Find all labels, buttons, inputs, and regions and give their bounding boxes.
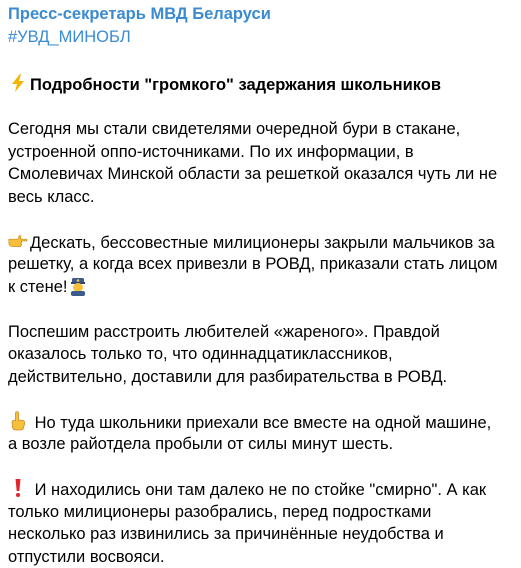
p5-line-2: только милиционеры разобрались, перед подростками xyxy=(8,501,514,524)
police-officer-icon xyxy=(68,276,88,296)
p2-line-2: решетку, а когда всех привезли в РОВД, приказали стать лицом xyxy=(8,253,514,276)
channel-name-link[interactable]: Пресс-секретарь МВД Беларуси xyxy=(8,4,271,24)
p5-line-1 xyxy=(8,478,514,501)
p2-line-3-text: к стене! xyxy=(8,278,67,296)
p1-line-4: весь класс. xyxy=(8,186,514,209)
p5-line-1-text: И находились они там далеко не по стойке "смирно". А как xyxy=(30,481,486,499)
p2-line-1 xyxy=(8,231,514,254)
p3-line-1: Поспешим расстроить любителей «жареного». Правдой xyxy=(8,321,514,344)
p1-line-1: Сегодня мы стали свидетелями очередной бури в стакане, xyxy=(8,118,514,141)
p4-line-2: а возле райотдела пробыли от силы минут шесть. xyxy=(8,433,514,456)
p3-line-3: действительно, доставили для разбирательства в РОВД. xyxy=(8,366,514,389)
p4-line-1 xyxy=(8,411,514,434)
index-pointing-up-icon xyxy=(8,411,28,431)
post-title xyxy=(8,73,514,96)
post-title-text: Подробности "громкого" задержания школьников xyxy=(30,76,441,94)
p2-line-1-text: Дескать, бессовестные милиционеры закрыли мальчиков за xyxy=(30,234,495,252)
red-exclamation-icon xyxy=(8,478,28,498)
p1-line-3: Смолевичах Минской области за решеткой оказался чуть ли не xyxy=(8,163,514,186)
p5-line-4: отпустили восвояси. xyxy=(8,546,514,568)
p1-line-2: устроенной оппо-источниками. По их информации, в xyxy=(8,141,514,164)
p4-line-1-text: Но туда школьники приехали все вместе на одной машине, xyxy=(30,414,491,432)
p3-line-2: оказалось только то, что одиннадцатиклассников, xyxy=(8,343,514,366)
hashtag-link[interactable]: #УВД_МИНОБЛ xyxy=(8,27,131,47)
high-voltage-icon xyxy=(8,73,28,93)
p2-line-3 xyxy=(8,276,514,299)
post-body xyxy=(8,73,514,568)
p5-line-3: несколько раз извинились за причинённые неудобства и xyxy=(8,523,514,546)
pointing-right-hand-icon xyxy=(8,231,28,251)
